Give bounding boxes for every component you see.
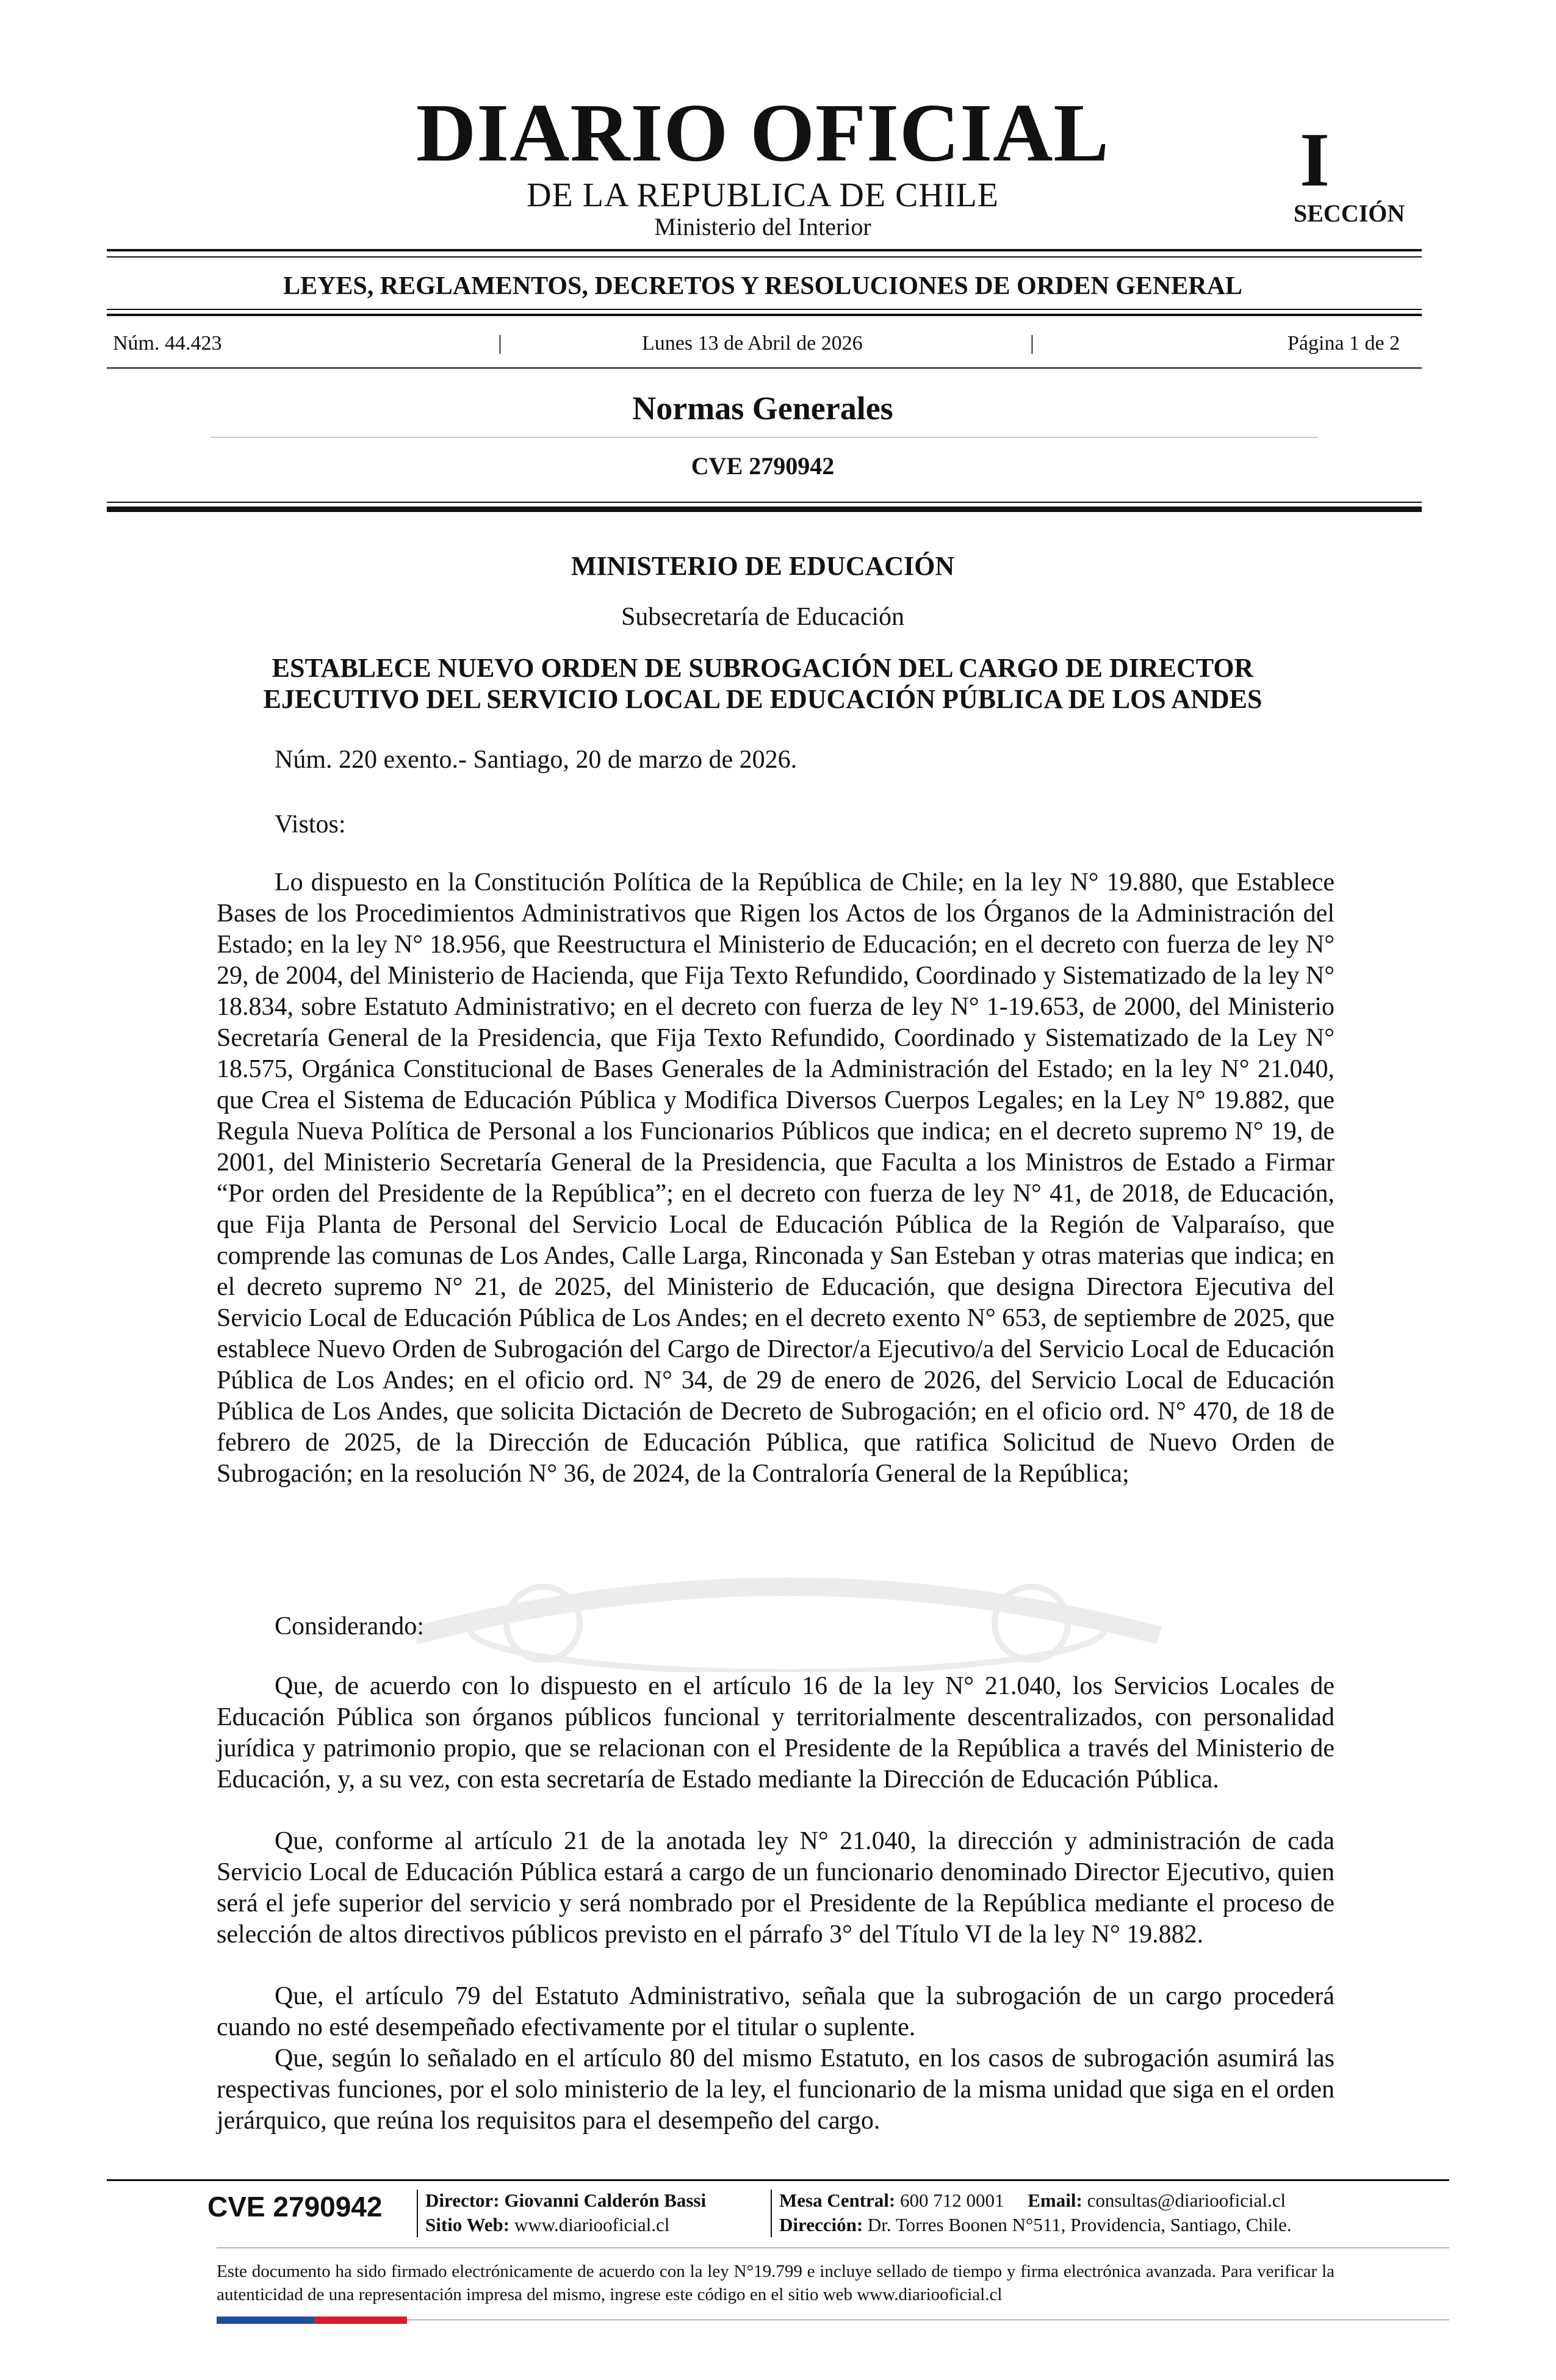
category-heading: LEYES, REGLAMENTOS, DECRETOS Y RESOLUCIONES DE ORDEN GENERAL — [283, 272, 1242, 300]
considerando-paragraph — [217, 1671, 1334, 1795]
decree-title-line-2: EJECUTIVO DEL SERVICIO LOCAL DE EDUCACIÓN PÚBLICA DE LOS ANDES — [263, 684, 1262, 714]
footer-divider — [771, 2190, 772, 2237]
category-rule-bottom-thick — [107, 314, 1422, 316]
considerando-text: Que, de acuerdo con lo dispuesto en el artículo 16 de la ley N° 21.040, los Servicios Locales de Educación Pública son órganos públicos funcional y territorialmente descentralizados, con personalidad jurídica y patrimonio propio, que se relacionan con el Presidente de la República a través del Ministerio de Educación, y, a su vez, con esta secretaría de Estado mediante la Dirección de Educación Pública. — [217, 1672, 1334, 1794]
considerando-paragraph — [217, 2043, 1334, 2137]
cve-code: CVE 2790942 — [691, 452, 835, 480]
issue-number: Núm. 44.423 — [113, 332, 222, 355]
masthead-rule-top-thin — [107, 256, 1422, 258]
decree-ministry: MINISTERIO DE EDUCACIÓN — [571, 551, 955, 581]
considerando-text: Que, el artículo 79 del Estatuto Administrativo, señala que la subrogación de un cargo procederá cuando no esté desempeñado efectivamente por el titular o suplente. — [217, 1982, 1334, 2041]
decree-number-line: Núm. 220 exento.- Santiago, 20 de marzo de 2026. — [275, 746, 798, 774]
vistos-text: Lo dispuesto en la Constitución Política de la República de Chile; en la ley N° 19.880, que Establece Bases de los Procedimientos Administrativos que Rigen los Actos de los Órganos de la Administración del Estado; en la ley N° 18.956, que Reestructura el Ministerio de Educación; en el decreto con fuerza de ley N° 29, de 2004, del Ministerio de Hacienda, que Fija Texto Refundido, Coordinado y Sistematizado de la ley N° 18.834, sobre Estatuto Administrativo; en el decreto con fuerza de ley N° 1-19.653, de 2000, del Ministerio Secretaría General de la Presidencia, que Fija Texto Refundido, Coordinado y Sistematizado de la Ley N° 18.575, Orgánica Constitucional de Bases Generales de la Administración del Estado; en la ley N° 21.040, que Crea el Sistema de Educación Pública y Modifica Diversos Cuerpos Legales; en la Ley N° 19.882, que Regula Nueva Política de Personal a los Funcionarios Públicos que indica; en el decreto supremo N° 19, de 2001, del Ministerio Secretaría General de la Presidencia, que Faculta a los Ministros de Estado a Firmar “Por orden del Presidente de la República”; en el decreto con fuerza de ley N° 41, de 2018, de Educación, que Fija Planta de Personal del Servicio Local de Educación Pública de la Región de Valparaíso, que comprende las comunas de Los Andes, Calle Larga, Rinconada y San Esteban y otras materias que indica; en el decreto supremo N° 21, de 2025, del Ministerio de Educación, que designa Directora Ejecutiva del Servicio Local de Educación Pública de Los Andes; en el decreto exento N° 653, de septiembre de 2025, que establece Nuevo Orden de Subrogación del Cargo de Director/a Ejecutivo/a del Servicio Local de Educación Pública de Los Andes; en el oficio ord. N° 34, de 29 de enero de 2026, del Servicio Local de Educación Pública de Los Andes, que solicita Dictación de Decreto de Subrogación; en el oficio ord. N° 470, de 18 de febrero de 2025, de la Dirección de Educación Pública, que ratifica Solicitud de Nuevo Orden de Subrogación; en la resolución N° 36, de 2024, de la Contraloría General de la República; — [217, 868, 1334, 1488]
section-heading-rule — [211, 437, 1318, 438]
masthead-rule-top — [107, 249, 1422, 251]
phone-value: 600 712 0001 — [900, 2190, 1004, 2211]
vistos-paragraph — [217, 867, 1334, 1490]
watermark-seal-icon — [391, 1513, 1184, 1672]
considerando-paragraph — [217, 1981, 1334, 2043]
info-separator: | — [498, 332, 502, 355]
footer-legal-note: Este documento ha sido firmado electrónicamente de acuerdo con la ley N°19.799 e incluye sellado de tiempo y firma electrónica avanzada. Para verificar la autenticidad de una representación impresa del mismo, ingrese este código en el sitio web www.diariooficial.cl — [217, 2262, 1334, 2304]
flag-stripe-blue — [217, 2317, 314, 2324]
section-label: SECCIÓN — [1294, 200, 1405, 227]
address-label: Dirección: — [779, 2214, 863, 2235]
website-label: Sitio Web: — [425, 2214, 510, 2235]
info-separator: | — [1030, 332, 1034, 355]
footer-rule-top — [107, 2179, 1449, 2181]
email-link[interactable]: consultas@diariooficial.cl — [1087, 2190, 1286, 2211]
masthead-subtitle: DE LA REPUBLICA DE CHILE — [527, 176, 999, 214]
director-name: Giovanni Calderón Bassi — [504, 2190, 707, 2211]
section-rule-thin — [107, 502, 1422, 503]
address-value: Dr. Torres Boonen N°511, Providencia, Santiago, Chile. — [867, 2214, 1292, 2235]
considerando-text: Que, conforme al artículo 21 de la anotada ley N° 21.040, la dirección y administración de cada Servicio Local de Educación Pública estará a cargo de un funcionario denominado Director Ejecutivo, quien será el jefe superior del servicio y será nombrado por el Presidente de la República mediante el proceso de selección de altos directivos públicos previsto en el párrafo 3° del Título VI de la ley N° 19.882. — [217, 1827, 1334, 1949]
considerando-label: Considerando: — [275, 1612, 424, 1640]
considerando-paragraph — [217, 1826, 1334, 1950]
vistos-label: Vistos: — [275, 810, 346, 838]
flag-stripe-red — [314, 2317, 407, 2324]
footer-address — [779, 2213, 1292, 2237]
category-rule-bottom — [107, 309, 1422, 310]
considerando-text: Que, según lo señalado en el artículo 80 del mismo Estatuto, en los casos de subrogación asumirá las respectivas funciones, por el solo ministerio de la ley, el funcionario de la misma unidad que siga en el orden jerárquico, que reúna los requisitos para el desempeño del cargo. — [217, 2044, 1334, 2135]
issue-date: Lunes 13 de Abril de 2026 — [642, 332, 863, 355]
decree-subsecretariat: Subsecretaría de Educación — [621, 603, 905, 631]
footer-cve-code: CVE 2790942 — [207, 2191, 383, 2223]
masthead-ministry: Ministerio del Interior — [654, 213, 871, 240]
phone-label: Mesa Central: — [779, 2190, 896, 2211]
director-label: Director: — [425, 2190, 500, 2211]
footer-divider — [417, 2190, 418, 2237]
section-roman-numeral: I — [1300, 118, 1330, 203]
section-heading: Normas Generales — [632, 390, 893, 427]
footer-contact — [779, 2188, 1286, 2213]
footer-director — [425, 2188, 706, 2213]
footer-website — [425, 2213, 669, 2237]
decree-title-line-1: ESTABLECE NUEVO ORDEN DE SUBROGACIÓN DEL CARGO DE DIRECTOR — [272, 653, 1254, 683]
section-rule-thick — [107, 507, 1422, 512]
info-rule — [107, 367, 1422, 369]
website-link[interactable]: www.diariooficial.cl — [514, 2214, 670, 2235]
masthead-title: DIARIO OFICIAL — [416, 87, 1110, 179]
page-indicator: Página 1 de 2 — [1288, 332, 1400, 355]
email-label: Email: — [1028, 2190, 1082, 2211]
